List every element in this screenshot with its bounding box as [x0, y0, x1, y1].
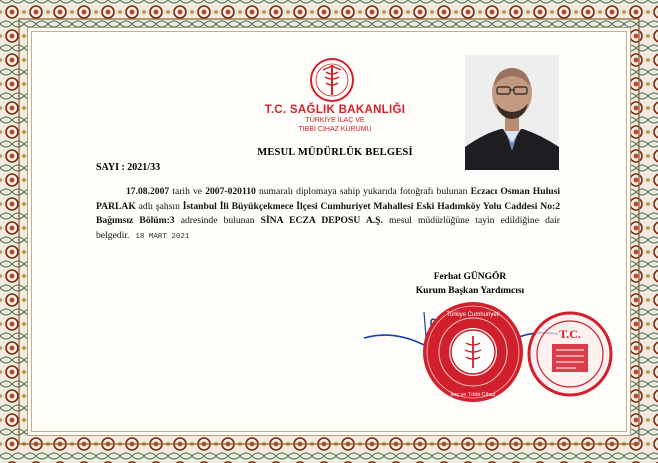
svg-text:İlaç ve Tıbbi Cihaz: İlaç ve Tıbbi Cihaz: [450, 392, 496, 398]
svg-text:T.C.: T.C.: [559, 327, 581, 341]
agency-line-1: TÜRKİYE İLAÇ VE: [305, 117, 365, 124]
body-text-1: tarih ve: [169, 186, 206, 197]
ministry-logo-icon: [309, 57, 355, 103]
svg-text:Türkiye Cumhuriyeti: Türkiye Cumhuriyeti: [446, 312, 500, 318]
ministry-header: [250, 104, 420, 134]
body-text-4: adresinde bulunan: [174, 215, 261, 227]
pharmacist-name: Eczacı Osman Hulusi PARLAK: [96, 186, 560, 212]
body-text-2: numaralı diplomaya sahip yukarıda fotoğrafı bulunan: [255, 186, 471, 197]
tc-stamp-icon: [526, 310, 614, 398]
company-name: SİNA ECZA DEPOSU A.Ş.: [260, 215, 383, 227]
ministry-title: T.C. SAĞLIK BAKANLIĞI: [264, 104, 406, 116]
diploma-number: 2007-020110: [205, 186, 256, 197]
signer-block: [395, 270, 545, 298]
document-title: MESUL MÜDÜRLÜK BELGESİ: [257, 147, 413, 158]
agency-line-2: TIBBİ CİHAZ KURUMU: [298, 126, 372, 133]
document-number: SAYI : 2021/33: [96, 162, 161, 173]
signer-role: Kurum Başkan Yardımcısı: [415, 286, 525, 296]
company-address: İstanbul İli Büyükçekmece İlçesi Cumhuriyet Mahallesi Eski Hadımköy Yolu Caddesi No:2 Bağımsız Bölüm:3: [96, 200, 560, 227]
ministry-seal-icon: [421, 300, 526, 405]
portrait-photo: [465, 55, 559, 170]
body-text-3: adlı şahsın: [135, 200, 183, 212]
diploma-date: 17.08.2007: [126, 186, 170, 197]
issue-date-stamp: 18 MART 2021: [135, 232, 190, 241]
signer-name: Ferhat GÜNGÖR: [433, 272, 507, 282]
certificate-body: [96, 185, 560, 244]
body-text-5: mesul müdürlüğüne tayin edildiğine dair belgedir.: [96, 215, 560, 241]
